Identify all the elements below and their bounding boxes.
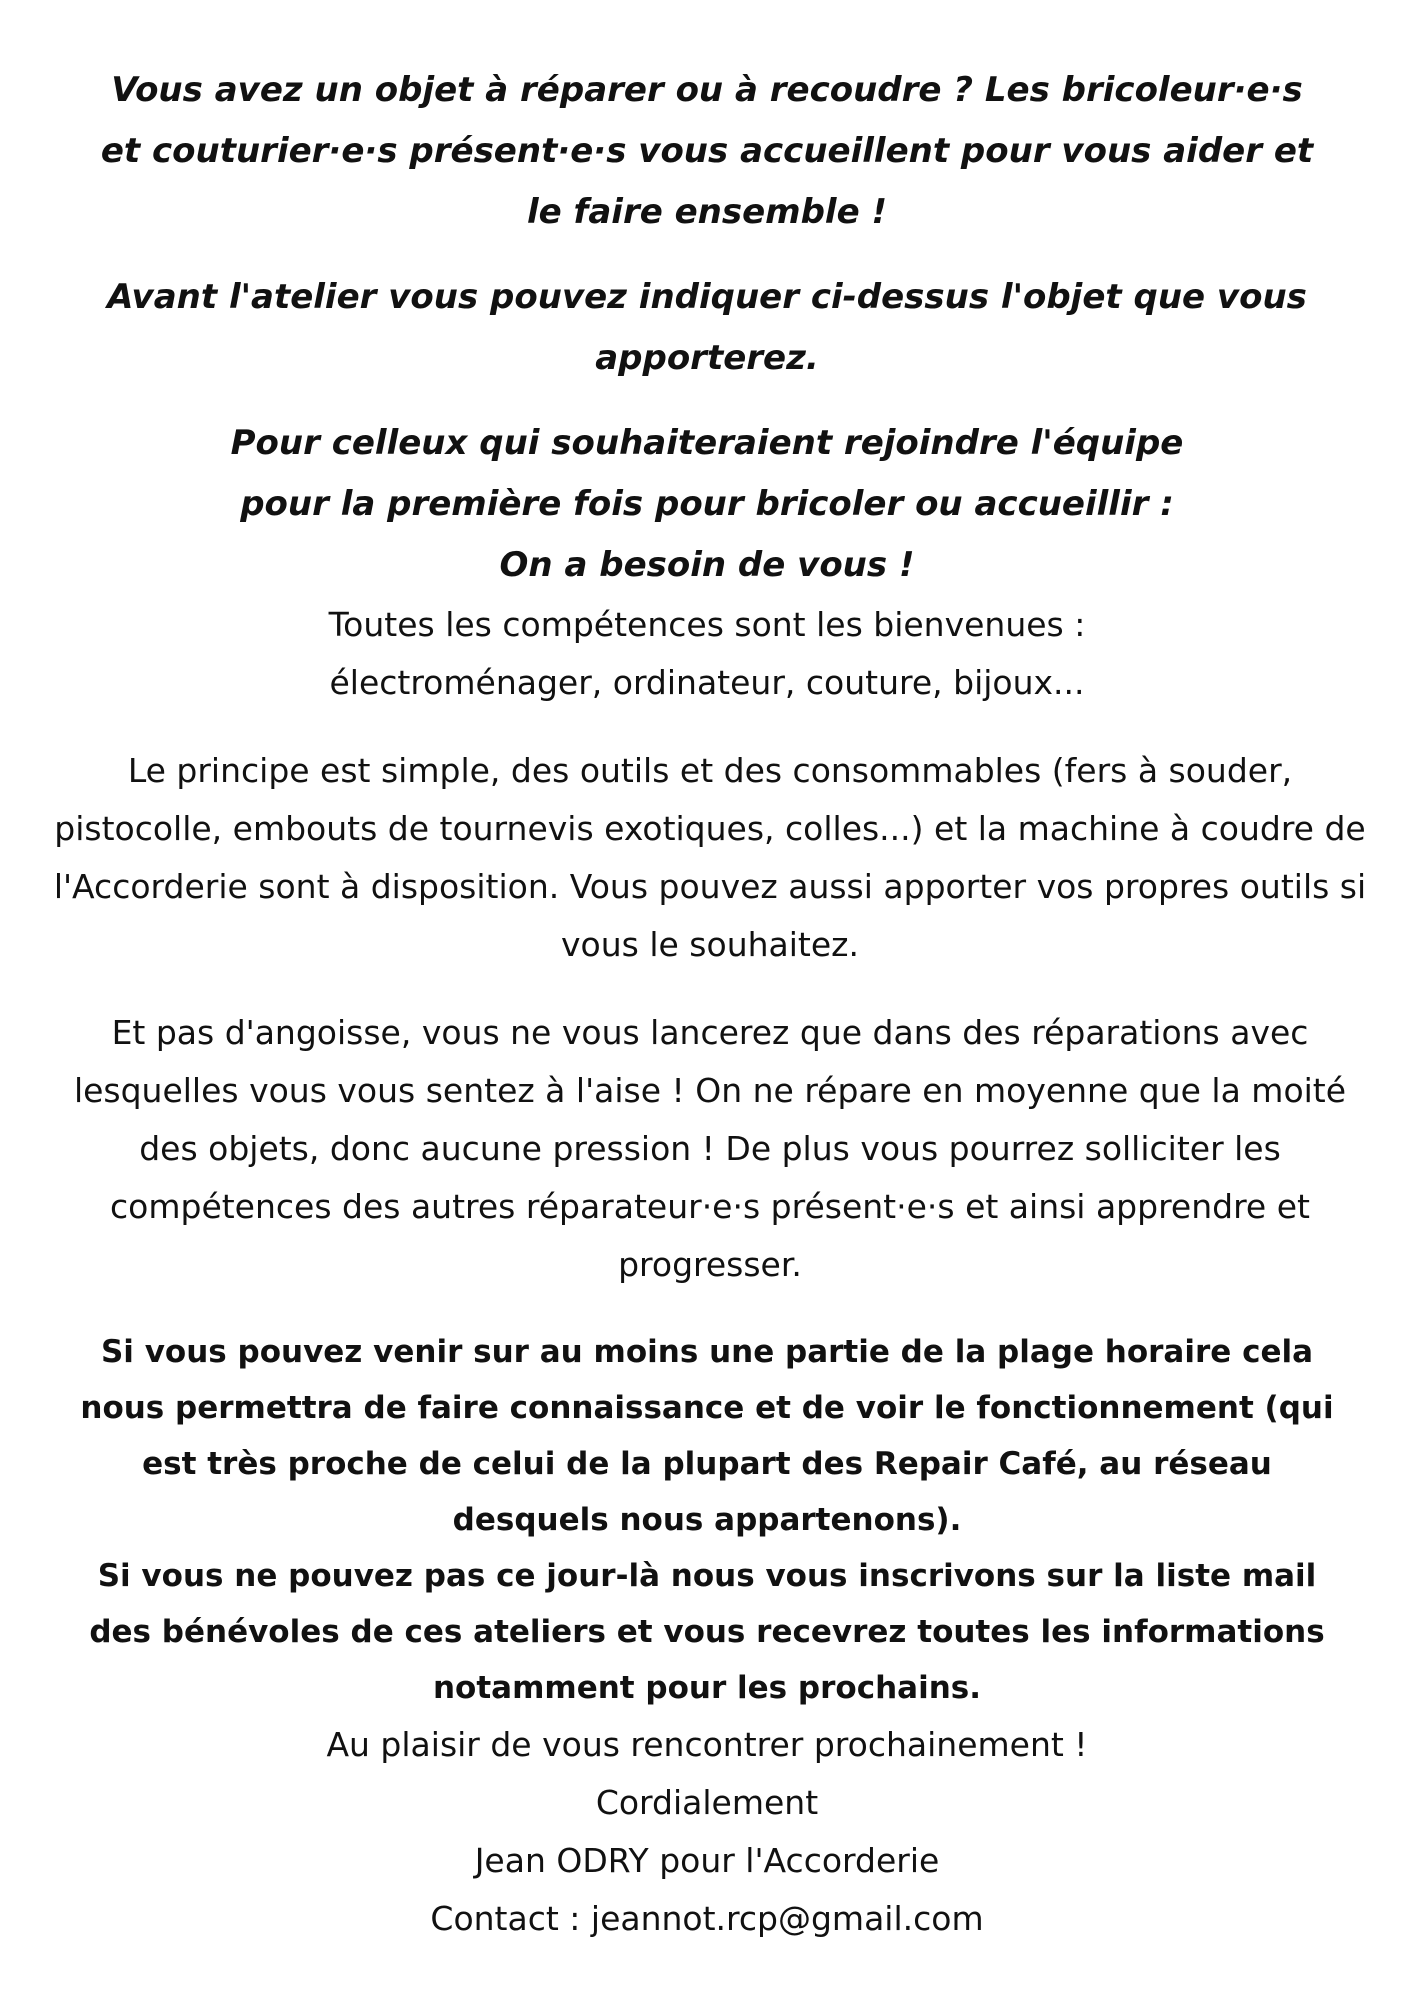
closing-contact: Contact : jeannot.rcp@gmail.com — [430, 1899, 984, 1938]
closing-signature: Jean ODRY pour l'Accorderie — [474, 1841, 940, 1880]
join-team-line-1: Pour celleux qui souhaiteraient rejoindre l'équipe — [230, 423, 1184, 463]
no-anguish-paragraph: Et pas d'angoisse, vous ne vous lancerez que dans des réparations avec lesquelles vous vous sentez à l'aise ! On ne répare en moyenne que la moité des objets, donc aucune pression ! De plus vous pourrez solliciter les compétences des autres réparateur·e·s présent·e·s et ainsi apprendre et progresser. — [73, 1013, 1347, 1284]
mailing-list-paragraph: Si vous ne pouvez pas ce jour-là nous vous inscrivons sur la liste mail des bénévoles de ces ateliers et vous recevrez toutes les informations notamment pour les prochains. — [89, 1558, 1325, 1706]
before-workshop-paragraph: Avant l'atelier vous pouvez indiquer ci-dessus l'objet que vous apporterez. — [107, 277, 1307, 378]
join-team-line-3: On a besoin de vous ! — [499, 545, 915, 585]
skills-block — [50, 596, 1364, 712]
closing-block — [50, 1716, 1364, 1948]
skills-line-1: Toutes les compétences sont les bienvenues : — [328, 605, 1086, 644]
intro-paragraph: Vous avez un objet à réparer ou à recoudre ? Les bricoleur·e·s et couturier·e·s présent·e·s vous accueillent pour vous aider et le faire ensemble ! — [100, 70, 1314, 232]
principle-paragraph: Le principe est simple, des outils et des consommables (fers à souder, pistocolle, embouts de tournevis exotiques, colles...) et la machine à coudre de l'Accorderie sont à disposition. Vous pouvez aussi apporter vos propres outils si vous le souhaitez. — [53, 751, 1367, 964]
closing-pleasure: Au plaisir de vous rencontrer prochainement ! — [326, 1725, 1088, 1764]
closing-regards: Cordialement — [595, 1783, 819, 1822]
skills-line-2: électroménager, ordinateur, couture, bijoux... — [329, 663, 1085, 702]
join-team-line-2: pour la première fois pour bricoler ou accueillir : — [240, 484, 1174, 524]
join-team-block — [50, 413, 1364, 596]
come-part-paragraph: Si vous pouvez venir sur au moins une partie de la plage horaire cela nous permettra de faire connaissance et de voir le fonctionnement (qui est très proche de celui de la plupart des Repair Café, au réseau desquels nous appartenons). — [80, 1334, 1334, 1538]
